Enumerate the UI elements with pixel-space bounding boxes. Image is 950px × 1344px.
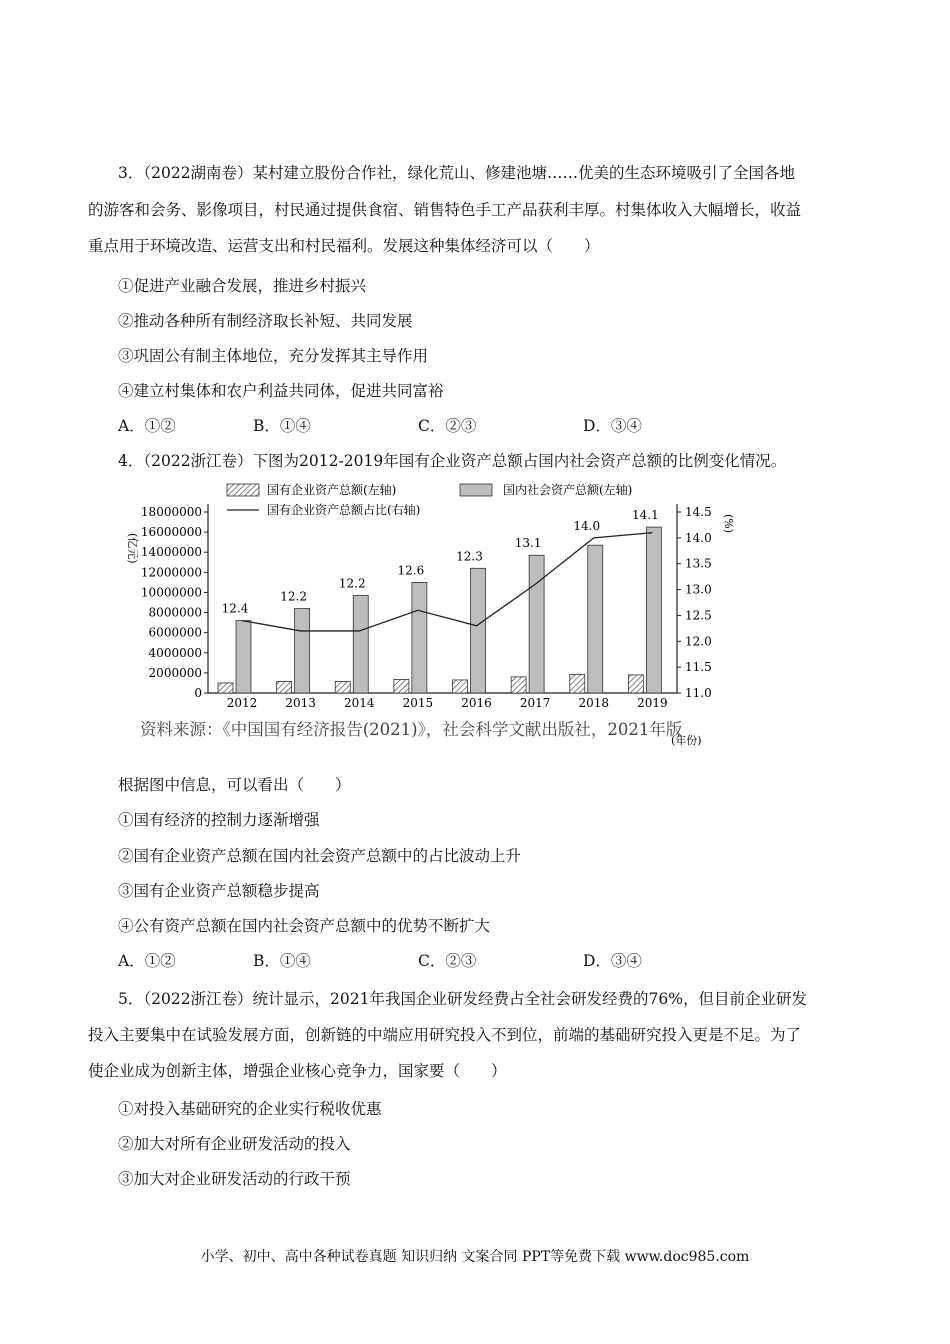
left-tick-label: 2000000 [148, 665, 202, 680]
bar-state-assets [511, 677, 526, 693]
legend-swatch-total-assets [460, 484, 492, 496]
legend-label-state-assets: 国有企业资产总额(左轴) [267, 483, 397, 497]
x-tick-label: 2014 [343, 696, 375, 710]
q3-line-2: 的游客和会务、影像项目，村民通过提供食宿、销售特色手工产品获利丰厚。村集体收入大幅增长，收益 [88, 201, 802, 219]
ratio-data-label: 12.4 [221, 601, 249, 616]
x-tick-label: 2019 [637, 696, 668, 710]
bar-state-assets [628, 675, 643, 693]
x-tick-label: 2018 [578, 696, 610, 710]
q4-option-c[interactable]: C．②③ [418, 952, 477, 970]
left-tick-label: 8000000 [148, 605, 202, 620]
right-tick-label: 12.5 [685, 608, 712, 623]
q4-statement-1: ①国有经济的控制力逐渐增强 [118, 811, 320, 829]
bar-state-assets [394, 679, 409, 693]
bar-total-assets [412, 582, 427, 693]
x-tick-label: 2013 [285, 696, 316, 710]
ratio-data-label: 14.1 [632, 508, 659, 523]
q4-option-a[interactable]: A．①② [118, 952, 176, 970]
bar-total-assets [295, 609, 310, 693]
right-tick-label: 12.0 [685, 634, 712, 649]
legend-label-ratio: 国有企业资产总额占比(右轴) [267, 503, 421, 517]
bar-state-assets [453, 680, 468, 693]
bar-total-assets [353, 595, 368, 693]
ratio-data-label: 12.3 [456, 549, 483, 564]
bar-total-assets [471, 568, 486, 693]
bar-total-assets [529, 555, 544, 693]
ratio-data-label: 12.2 [338, 576, 366, 591]
chart-legend [227, 482, 632, 517]
chart-source: 资料来源：《中国国有经济报告(2021)》，社会科学文献出版社，2021年版 [140, 720, 683, 739]
q3-option-c[interactable]: C．②③ [418, 417, 477, 435]
q3-option-d[interactable]: D．③④ [583, 417, 642, 435]
right-tick-label: 14.0 [685, 530, 712, 545]
q5-line-2: 投入主要集中在试验发展方面，创新链的中端应用研究投入不到位，前端的基础研究投入更是不足。为了 [88, 1026, 802, 1044]
left-tick-label: 10000000 [140, 585, 202, 600]
q5-statement-3: ③加大对企业研发活动的行政干预 [118, 1170, 351, 1188]
left-tick-label: 14000000 [140, 545, 202, 560]
x-tick-label: 2017 [519, 696, 551, 710]
x-tick-label: 2016 [461, 696, 492, 710]
q3-statement-3: ③巩固公有制主体地位，充分发挥其主导作用 [118, 347, 429, 365]
bar-state-assets [570, 674, 585, 693]
right-tick-label: 13.5 [685, 556, 712, 571]
right-axis-unit: (%) [722, 514, 735, 534]
q5-line-3: 使企业成为创新主体，增强企业核心竞争力，国家要（ ） [88, 1062, 507, 1080]
q3-statement-1: ①促进产业融合发展，推进乡村振兴 [118, 277, 367, 295]
ratio-data-label: 14.0 [573, 518, 601, 533]
ratio-data-label: 12.6 [397, 563, 425, 578]
bar-total-assets [588, 545, 603, 693]
q3-option-b[interactable]: B．①④ [253, 417, 311, 435]
q4-statement-4: ④公有资产总额在国内社会资产总额中的优势不断扩大 [118, 917, 491, 935]
left-tick-label: 18000000 [140, 505, 202, 519]
x-tick-label: 2015 [402, 696, 434, 710]
q4-statement-3: ③国有企业资产总额稳步提高 [118, 882, 320, 900]
ratio-data-label: 12.2 [280, 589, 307, 604]
q5-line-1: 5．（2022浙江卷）统计显示，2021年我国企业研发经费占全社会研发经费的76%，但目前企业研发 [118, 990, 807, 1008]
q4-chart [115, 478, 745, 748]
right-tick-label: 13.0 [685, 582, 712, 597]
legend-swatch-state-assets [227, 484, 259, 496]
q3-statement-2: ②推动各种所有制经济取长补短、共同发展 [118, 312, 413, 330]
right-tick-label: 11.0 [685, 686, 712, 700]
left-tick-label: 6000000 [148, 625, 202, 640]
left-axis-unit: (亿元) [126, 533, 139, 564]
legend-label-total-assets: 国内社会资产总额(左轴) [503, 483, 633, 497]
x-tick-label: 2012 [226, 696, 258, 710]
left-tick-label: 0 [194, 686, 202, 700]
q4-statement-2: ②国有企业资产总额在国内社会资产总额中的占比波动上升 [118, 847, 522, 865]
right-tick-label: 14.5 [685, 505, 712, 519]
left-tick-label: 4000000 [148, 645, 202, 660]
q3-line-3: 重点用于环境改造、运营支出和村民福利。发展这种集体经济可以（ ） [88, 237, 600, 255]
q4-question: 根据图中信息，可以看出（ ） [118, 776, 351, 794]
q4-intro: 4．（2022浙江卷）下图为2012-2019年国有企业资产总额占国内社会资产总额的比例变化情况。 [118, 452, 787, 470]
chart-plot [141, 504, 712, 710]
x-axis-unit: (年份) [671, 734, 702, 747]
left-tick-label: 12000000 [140, 565, 202, 580]
right-tick-label: 11.5 [685, 660, 712, 675]
bar-state-assets [277, 681, 292, 693]
page-footer: 小学、初中、高中各种试卷真题 知识归纳 文案合同 PPT等免费下载 www.doc985.com [200, 1249, 750, 1265]
bar-state-assets [218, 683, 233, 693]
ratio-data-label: 13.1 [514, 536, 542, 551]
q4-option-d[interactable]: D．③④ [583, 952, 642, 970]
q3-statement-4: ④建立村集体和农户利益共同体，促进共同富裕 [118, 382, 444, 400]
bar-total-assets [646, 527, 661, 693]
q5-statement-1: ①对投入基础研究的企业实行税收优惠 [118, 1100, 382, 1118]
q3-line-1: 3．（2022湖南卷）某村建立股份合作社，绿化荒山、修建池塘……优美的生态环境吸引了全国各地 [118, 164, 796, 182]
bar-state-assets [335, 681, 350, 693]
q3-option-a[interactable]: A．①② [118, 417, 176, 435]
bar-total-assets [236, 621, 251, 693]
left-tick-label: 16000000 [140, 525, 202, 540]
q5-statement-2: ②加大对所有企业研发活动的投入 [118, 1135, 351, 1153]
q4-option-b[interactable]: B．①④ [253, 952, 311, 970]
